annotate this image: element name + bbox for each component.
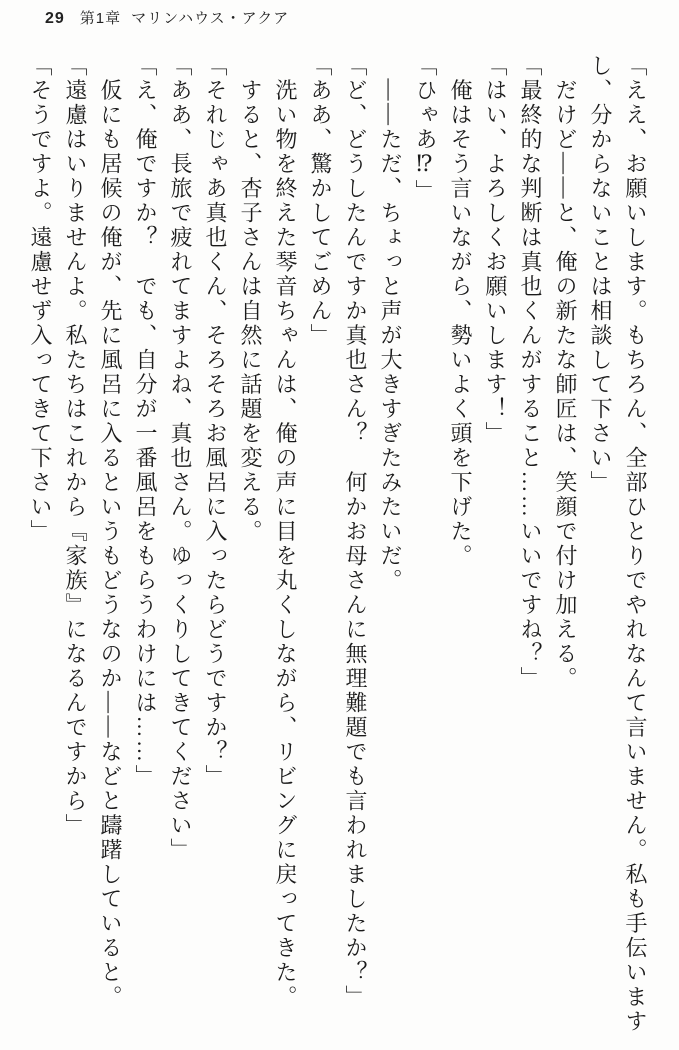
page-number: 29	[45, 10, 65, 27]
paragraph: 「そうですよ。遠慮せず入ってきて下さい」	[28, 54, 53, 544]
paragraph: 「ど、どうしたんですか真也さん？ 何かお母さんに無理難題でも言われましたか？」	[343, 54, 368, 1010]
paragraph: 「遠慮はいりませんよ。私たちはこれから『家族』になるんですから」	[63, 54, 88, 838]
paragraph: だけど――と、俺の新たな師匠は、笑顔で付け加える。	[553, 54, 578, 691]
paragraph: 「ああ、長旅で疲れてますよね、真也さん。ゆっくりしてきてください」	[168, 54, 193, 863]
vertical-text-body	[23, 54, 653, 1042]
paragraph: 「え、俺ですか？ でも、自分が一番風呂をもらうわけには……」	[133, 54, 158, 789]
paragraph: 「はい、よろしくお願いします！」	[483, 54, 508, 446]
paragraph: 仮にも居候の俺が、先に風呂に入るというもどうなのか――などと躊躇していると。	[98, 54, 123, 1010]
paragraph: 「最終的な判断は真也くんがすること……いいですね？」	[518, 54, 543, 691]
paragraph: 俺はそう言いながら、勢いよく頭を下げた。	[448, 54, 473, 569]
paragraph: ――ただ、ちょっと声が大きすぎたみたいだ。	[378, 54, 403, 593]
chapter-label: 第1章	[79, 10, 122, 27]
paragraph: 「ああ、驚かしてごめん」	[308, 54, 333, 348]
paragraph: 「ひゃあ⁉」	[413, 54, 438, 204]
chapter-title: マリンハウス・アクア	[131, 10, 290, 27]
page-header	[45, 7, 289, 28]
paragraph: 「それじゃあ真也くん、そろそろお風呂に入ったらどうですか？」	[203, 54, 228, 789]
paragraph: 「ええ、お願いします。もちろん、全部ひとりでやれなんて言いません。私も手伝いますし、分からないことは相談して下さい」	[588, 54, 648, 1034]
paragraph: すると、杏子さんは自然に話題を変える。	[238, 54, 263, 544]
paragraph: 洗い物を終えた琴音ちゃんは、俺の声に目を丸くしながら、リビングに戻ってきた。	[273, 54, 298, 1010]
